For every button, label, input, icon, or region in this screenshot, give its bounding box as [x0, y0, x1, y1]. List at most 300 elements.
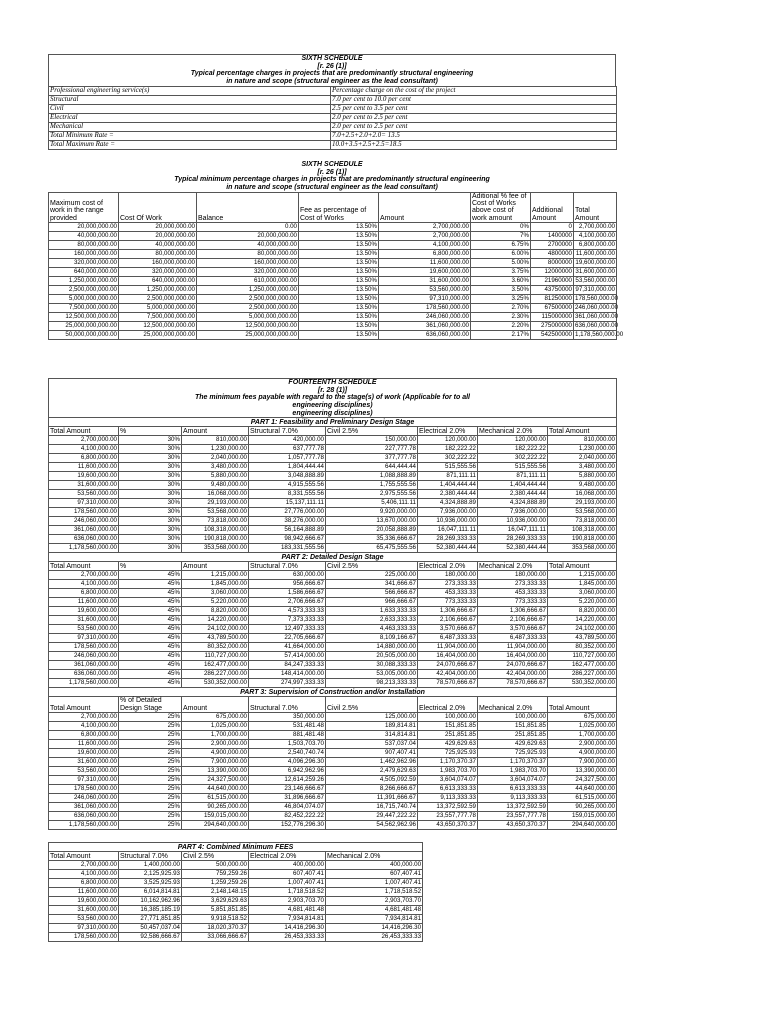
- table-cell: 45%: [119, 616, 182, 625]
- title-line: Typical minimum percentage charges in projects that are predominantly structural engineering: [174, 176, 490, 184]
- table-row: [49, 463, 617, 472]
- table-cell: 189,814.81: [326, 722, 418, 731]
- table-row: [49, 454, 617, 463]
- table-cell: 2,106,666.67: [418, 616, 478, 625]
- table-cell: 2,700,000.00: [49, 713, 119, 722]
- table-cell: 9,113,333.33: [418, 794, 478, 803]
- table-cell: 53,560,000.00: [49, 915, 119, 924]
- sixth-schedule-rates-title: [48, 54, 616, 86]
- table-cell: 3.50%: [471, 286, 531, 295]
- table-cell: 225,000.00: [326, 571, 418, 580]
- table-cell: 12,614,259.26: [249, 776, 326, 785]
- table-cell: 13.50%: [299, 259, 379, 268]
- table-cell: 871,111.11: [478, 472, 548, 481]
- table-cell: 54,562,962.96: [326, 821, 418, 830]
- table-cell: 3,525,925.93: [119, 879, 182, 888]
- table-cell: 361,060,000.00: [575, 313, 619, 321]
- table-cell: 30%: [119, 472, 182, 481]
- table-cell: 3,060,000.00: [548, 589, 617, 598]
- table-cell: 246,060,000.00: [575, 304, 619, 312]
- table-cell: 6,942,962.96: [249, 767, 326, 776]
- table-cell: 120,000.00: [478, 436, 548, 445]
- table-cell: 50,000,000,000.00: [49, 331, 119, 340]
- table-cell: 1,306,666.67: [478, 607, 548, 616]
- table-cell: 453,333.33: [418, 589, 478, 598]
- table-cell: 2700000: [531, 241, 574, 250]
- table-cell: 7,900,000.00: [182, 758, 249, 767]
- table-cell: 98,942,666.67: [249, 535, 326, 544]
- table-cell: 274,997,333.33: [249, 679, 326, 688]
- table-cell: 14,220,000.00: [548, 616, 617, 625]
- table-cell: 636,060,000.00: [49, 670, 119, 679]
- table-row: [49, 490, 617, 499]
- table-cell: 110,727,000.00: [182, 652, 249, 661]
- table-cell: 3,629,629.63: [182, 897, 249, 906]
- column-header: Total Amount: [574, 192, 617, 222]
- table-cell: 637,777.78: [249, 445, 326, 454]
- table-cell: 1,462,962.96: [326, 758, 418, 767]
- table-cell: 4,324,888.89: [478, 499, 548, 508]
- table-cell: 23,557,777.78: [478, 812, 548, 821]
- table-cell: 636,060,000.00: [49, 535, 119, 544]
- table-row: [49, 499, 617, 508]
- table-cell: 11,600,000.00: [49, 740, 119, 749]
- table-cell: 6,613,333.33: [478, 785, 548, 794]
- table-cell: 227,777.78: [326, 445, 418, 454]
- table-row: [49, 140, 617, 149]
- table-cell: 10,936,000.00: [418, 517, 478, 526]
- table-cell: 29,193,000.00: [182, 499, 249, 508]
- table-cell: 20,058,888.89: [326, 526, 418, 535]
- service-cell: Professional engineering service(s): [49, 86, 331, 95]
- service-cell: Civil: [49, 104, 331, 113]
- table-cell: 43,789,500.00: [182, 634, 249, 643]
- table-cell: 2,500,000,000.00: [49, 286, 119, 295]
- table-cell: 2,500,000,000.00: [197, 304, 299, 313]
- table-cell: 11,904,000.00: [478, 643, 548, 652]
- table-cell: 9,480,000.00: [548, 481, 617, 490]
- title-line: The minimum fees payable with regard to the stage(s) of work (Applicable for to all: [195, 394, 470, 402]
- table-cell: 40,000,000.00: [197, 241, 299, 250]
- column-header: Amount: [379, 192, 471, 222]
- table-cell: 4,900,000.00: [182, 749, 249, 758]
- table-cell: 530,352,000.00: [548, 679, 617, 688]
- table-cell: 4,324,888.89: [418, 499, 478, 508]
- table-cell: 246,060,000.00: [49, 652, 119, 661]
- table-row: [49, 313, 617, 322]
- part1-title: PART 1: Feasibility and Preliminary Design Stage: [49, 418, 617, 427]
- table-cell: 361,060,000.00: [49, 803, 119, 812]
- table-cell: 45%: [119, 598, 182, 607]
- table-cell: 25%: [119, 812, 182, 821]
- table-cell: 31,896,666.67: [249, 794, 326, 803]
- table-row: [49, 652, 617, 661]
- table-cell: 25%: [119, 722, 182, 731]
- table-cell: 45%: [119, 643, 182, 652]
- table-cell: 13.50%: [299, 322, 379, 331]
- table-cell: 30%: [119, 454, 182, 463]
- table-cell: 725,925.93: [418, 749, 478, 758]
- table-cell: 22,705,666.67: [249, 634, 326, 643]
- table-cell: 420,000.00: [249, 436, 326, 445]
- table-cell: 24,102,000.00: [182, 625, 249, 634]
- table-cell: 1,983,703.70: [478, 767, 548, 776]
- table-cell: 286,227,000.00: [182, 670, 249, 679]
- part1-title-row: [49, 418, 617, 427]
- table-cell: 16,404,000.00: [418, 652, 478, 661]
- table-cell: 251,851.85: [478, 731, 548, 740]
- table-cell: 159,015,000.00: [182, 812, 249, 821]
- charge-cell: 7.0+2.5+2.0+2.0= 13.5: [331, 131, 617, 140]
- table-row: [49, 879, 423, 888]
- table-cell: 46,804,074.07: [249, 803, 326, 812]
- table-cell: 11,391,666.67: [326, 794, 418, 803]
- minimum-charges-table: [48, 192, 624, 340]
- table-row: [49, 286, 617, 295]
- table-cell: 56,164,888.89: [249, 526, 326, 535]
- table-cell: 45%: [119, 634, 182, 643]
- table-cell: 151,851.85: [478, 722, 548, 731]
- table-cell: 81250000: [531, 295, 574, 304]
- table-cell: 27,771,851.85: [119, 915, 182, 924]
- table-cell: 25%: [119, 776, 182, 785]
- table-cell: 20,000,000.00: [119, 223, 197, 232]
- service-cell: Total Maximum Rate =: [49, 140, 331, 149]
- table-cell: 640,000,000.00: [49, 268, 119, 277]
- charge-cell: 10.0+3.5+2.5+2.5=18.5: [331, 140, 617, 149]
- table-row: [49, 580, 617, 589]
- table-cell: 10,936,000.00: [478, 517, 548, 526]
- table-cell: 16,047,111.11: [418, 526, 478, 535]
- table-cell: 1,983,703.70: [418, 767, 478, 776]
- table-cell: 16,715,740.74: [326, 803, 418, 812]
- table-cell: 108,318,000.00: [182, 526, 249, 535]
- table-cell: 151,851.85: [418, 722, 478, 731]
- table-cell: 30%: [119, 526, 182, 535]
- column-header: Total Amount: [548, 427, 617, 436]
- table-cell: 1,178,560,000.00: [49, 679, 119, 688]
- table-cell: 361,060,000.00: [49, 526, 119, 535]
- table-cell: 537,037.04: [326, 740, 418, 749]
- table-row: [49, 661, 617, 670]
- table-cell: 25%: [119, 740, 182, 749]
- table-cell: 341,666.67: [326, 580, 418, 589]
- table-cell: 42,404,000.00: [478, 670, 548, 679]
- table-cell: 400,000.00: [249, 861, 326, 870]
- table-cell: 2,903,703.70: [326, 897, 423, 906]
- column-header: Mechanical 2.0%: [326, 852, 423, 861]
- table-cell: 314,814.81: [326, 731, 418, 740]
- table-cell: 19,600,000.00: [49, 897, 119, 906]
- table-cell: 644,444.44: [326, 463, 418, 472]
- table-cell: 43,650,370.37: [478, 821, 548, 830]
- table-cell: 7,936,000.00: [478, 508, 548, 517]
- table-cell: 84,247,333.33: [249, 661, 326, 670]
- table-cell: 3,604,074.07: [478, 776, 548, 785]
- table-cell: 2,479,629.63: [326, 767, 418, 776]
- column-header: Electrical 2.0%: [418, 427, 478, 436]
- table-cell: 361,060,000.00: [49, 661, 119, 670]
- table-row: [49, 589, 617, 598]
- table-row: [49, 616, 617, 625]
- table-cell: 12000000: [531, 268, 574, 277]
- table-cell: 23,557,777.78: [418, 812, 478, 821]
- table-cell: 182,222.22: [418, 445, 478, 454]
- table-row: [49, 223, 617, 232]
- column-header: % of Detailed Design Stage: [119, 697, 182, 713]
- table-cell: 31,600,000.00: [49, 758, 119, 767]
- table-cell: 400,000.00: [326, 861, 423, 870]
- table-cell: 636,060,000.00: [575, 322, 619, 330]
- table-cell: 6,800,000.00: [49, 589, 119, 598]
- table-cell: 9,113,333.33: [478, 794, 548, 803]
- part4-title-row: [49, 843, 423, 852]
- table-cell: 4,573,333.33: [249, 607, 326, 616]
- column-header: Balance: [197, 192, 299, 222]
- part2-title: PART 2: Detailed Design Stage: [49, 553, 617, 562]
- part1-header-row: [49, 427, 617, 436]
- table-cell: 5,220,000.00: [182, 598, 249, 607]
- table-cell: 6,613,333.33: [418, 785, 478, 794]
- table-cell: 80,000,000.00: [49, 241, 119, 250]
- table-cell: 25%: [119, 767, 182, 776]
- table-row: [49, 104, 617, 113]
- table-cell: 2,700,000.00: [574, 223, 617, 232]
- table-cell: 30%: [119, 535, 182, 544]
- column-header: Civil 2.5%: [326, 697, 418, 713]
- table-cell: 180,000.00: [418, 571, 478, 580]
- table-cell: 881,481.48: [249, 731, 326, 740]
- table-cell: 1,804,444.44: [249, 463, 326, 472]
- table-row: [49, 517, 617, 526]
- table-cell: 14,220,000.00: [182, 616, 249, 625]
- column-header: %: [119, 562, 182, 571]
- table-cell: 3,570,666.67: [418, 625, 478, 634]
- table-cell: 20,000,000.00: [197, 232, 299, 241]
- table-cell: 100,000.00: [418, 713, 478, 722]
- fourteenth-title: [49, 379, 617, 418]
- table-cell: 2,633,333.33: [326, 616, 418, 625]
- table-cell: 11,600,000.00: [49, 598, 119, 607]
- table-row: [49, 915, 423, 924]
- table-cell: 19,600,000.00: [49, 607, 119, 616]
- column-header: Structural 7.0%: [249, 697, 326, 713]
- table-cell: 13.50%: [299, 331, 379, 340]
- table-cell: 13.50%: [299, 250, 379, 259]
- table-cell: 26,453,333.33: [249, 933, 326, 942]
- table-cell: 53,560,000.00: [379, 286, 471, 295]
- table-cell: 9,918,518.52: [182, 915, 249, 924]
- table-row: [49, 625, 617, 634]
- table-cell: 773,333.33: [478, 598, 548, 607]
- table-row: [49, 713, 617, 722]
- table-cell: 1,700,000.00: [182, 731, 249, 740]
- table-cell: 9,920,000.00: [326, 508, 418, 517]
- table-cell: 25%: [119, 713, 182, 722]
- table-cell: 13,390,000.00: [548, 767, 617, 776]
- table-cell: 302,222.22: [478, 454, 548, 463]
- table-cell: 8,109,166.67: [326, 634, 418, 643]
- table-cell: 65,475,555.56: [326, 544, 418, 553]
- table-cell: 108,318,000.00: [548, 526, 617, 535]
- table-cell: 4,681,481.48: [249, 906, 326, 915]
- table-cell: 0: [531, 223, 574, 232]
- column-header: Total Amount: [548, 697, 617, 713]
- table-cell: 636,060,000.00: [379, 331, 471, 340]
- table-cell: 13.50%: [299, 286, 379, 295]
- table-row: [49, 794, 617, 803]
- table-cell: 5,851,851.85: [182, 906, 249, 915]
- table-cell: 11,600,000.00: [49, 463, 119, 472]
- table-cell: 12,500,000,000.00: [197, 322, 299, 331]
- table-cell: 3.25%: [471, 295, 531, 304]
- table-cell: 0.00: [197, 223, 299, 232]
- table-cell: 2.70%: [471, 304, 531, 313]
- table-cell: 3,604,074.07: [418, 776, 478, 785]
- table-cell: 19,600,000.00: [575, 259, 615, 267]
- table-cell: 1,230,000.00: [548, 445, 617, 454]
- table-cell: 45%: [119, 589, 182, 598]
- combined-fees-table: [48, 842, 423, 942]
- table-cell: 97,310,000.00: [49, 924, 119, 933]
- table-row: [49, 758, 617, 767]
- table-row: [49, 897, 423, 906]
- table-cell: 162,477,000.00: [548, 661, 617, 670]
- table-row: [49, 933, 423, 942]
- table-cell: 6,014,814.81: [119, 888, 182, 897]
- table-cell: 7%: [471, 232, 531, 241]
- table-cell: 16,047,111.11: [478, 526, 548, 535]
- table-cell: 43750000: [531, 286, 574, 295]
- table-cell: 38,276,000.00: [249, 517, 326, 526]
- table-cell: 2.30%: [471, 313, 531, 322]
- charge-cell: 2.5 per cent to 3.5 per cent: [331, 104, 617, 113]
- fourteenth-schedule-table: [48, 378, 617, 830]
- table-cell: 30%: [119, 517, 182, 526]
- table-cell: 1,178,560,000.00: [49, 544, 119, 553]
- table-cell: 20,000,000.00: [119, 232, 197, 241]
- table-cell: 2.17%: [471, 331, 531, 340]
- table-cell: 40,000,000.00: [49, 232, 119, 241]
- table-cell: 115000000: [531, 313, 574, 322]
- table-cell: 7,934,814.81: [249, 915, 326, 924]
- table-cell: 30%: [119, 490, 182, 499]
- table-cell: 2,706,666.67: [249, 598, 326, 607]
- column-header: Electrical 2.0%: [418, 697, 478, 713]
- table-cell: 73,818,000.00: [182, 517, 249, 526]
- table-cell: 607,407.41: [249, 870, 326, 879]
- table-cell: 2,380,444.44: [478, 490, 548, 499]
- table-cell: 361,060,000.00: [379, 322, 471, 331]
- table-cell: 1,404,444.44: [478, 481, 548, 490]
- table-cell: 1,404,444.44: [418, 481, 478, 490]
- table-cell: 2,125,925.93: [119, 870, 182, 879]
- table-cell: 80,352,000.00: [548, 643, 617, 652]
- table-row: [49, 767, 617, 776]
- table-cell: 13.50%: [299, 232, 379, 241]
- table-cell: 13,372,592.59: [418, 803, 478, 812]
- table-cell: 24,070,666.67: [418, 661, 478, 670]
- table-cell: 30%: [119, 463, 182, 472]
- table-cell: 320,000,000.00: [197, 268, 299, 277]
- table-cell: 675,000.00: [548, 713, 617, 722]
- table-cell: 14,416,296.30: [326, 924, 423, 933]
- table-cell: 2,500,000,000.00: [197, 295, 299, 304]
- table-row: [49, 304, 617, 313]
- table-cell: 82,452,222.22: [249, 812, 326, 821]
- table-cell: 28,269,333.33: [478, 535, 548, 544]
- header-row: [49, 192, 617, 222]
- table-cell: 40,000,000.00: [119, 241, 197, 250]
- table-cell: 25,000,000,000.00: [49, 322, 119, 331]
- table-cell: 2,700,000.00: [379, 232, 471, 241]
- table-cell: 907,407.41: [326, 749, 418, 758]
- table-cell: 1,025,000.00: [548, 722, 617, 731]
- table-cell: 97,310,000.00: [49, 499, 119, 508]
- table-cell: 1,718,518.52: [249, 888, 326, 897]
- table-cell: 30%: [119, 481, 182, 490]
- charge-cell: 7.0 per cent to 10.0 per cent: [331, 95, 617, 104]
- table-cell: 31,600,000.00: [575, 268, 615, 276]
- table-row: [49, 250, 617, 259]
- table-cell: 7,373,333.33: [249, 616, 326, 625]
- table-cell: 810,000.00: [548, 436, 617, 445]
- table-cell: 453,333.33: [478, 589, 548, 598]
- table-cell: 2,040,000.00: [182, 454, 249, 463]
- table-cell: 16,068,000.00: [182, 490, 249, 499]
- part2-title-row: [49, 553, 617, 562]
- table-cell: 7,500,000,000.00: [119, 313, 197, 322]
- column-header: Aditional % fee of Cost of Works above cost of work amount: [471, 192, 531, 222]
- table-cell: 5,406,111.11: [326, 499, 418, 508]
- table-row: [49, 295, 617, 304]
- table-cell: 2,540,740.74: [249, 749, 326, 758]
- table-cell: 3,480,000.00: [182, 463, 249, 472]
- table-cell: 30,088,333.33: [326, 661, 418, 670]
- table-row: [49, 259, 617, 268]
- table-cell: 150,000.00: [326, 436, 418, 445]
- service-cell: Total Minimum Rate =: [49, 131, 331, 140]
- table-cell: 20,000,000.00: [49, 223, 119, 232]
- table-cell: 15,137,111.11: [249, 499, 326, 508]
- table-cell: 19,600,000.00: [49, 472, 119, 481]
- table-cell: 29,193,000.00: [548, 499, 617, 508]
- table-cell: 13.50%: [299, 277, 379, 286]
- table-cell: 1,503,703.70: [249, 740, 326, 749]
- table-row: [49, 322, 617, 331]
- table-cell: 12,500,000,000.00: [49, 313, 119, 322]
- table-cell: 24,070,666.67: [478, 661, 548, 670]
- table-cell: 2.20%: [471, 322, 531, 331]
- table-cell: 23,146,666.67: [249, 785, 326, 794]
- table-cell: 25,000,000,000.00: [119, 331, 197, 340]
- column-header: Civil 2.5%: [326, 427, 418, 436]
- table-cell: 159,015,000.00: [548, 812, 617, 821]
- table-cell: 4,463,333.33: [326, 625, 418, 634]
- table-cell: 1,700,000.00: [548, 731, 617, 740]
- table-cell: 8,331,555.56: [249, 490, 326, 499]
- table-row: [49, 670, 617, 679]
- table-cell: 4,096,296.30: [249, 758, 326, 767]
- table-cell: 31,600,000.00: [49, 481, 119, 490]
- column-header: Electrical 2.0%: [418, 562, 478, 571]
- table-cell: 607,407.41: [326, 870, 423, 879]
- table-cell: 28,269,333.33: [418, 535, 478, 544]
- table-cell: 4,900,000.00: [548, 749, 617, 758]
- table-cell: 178,560,000.00: [49, 643, 119, 652]
- column-header: Total Amount: [548, 562, 617, 571]
- table-cell: 966,666.67: [326, 598, 418, 607]
